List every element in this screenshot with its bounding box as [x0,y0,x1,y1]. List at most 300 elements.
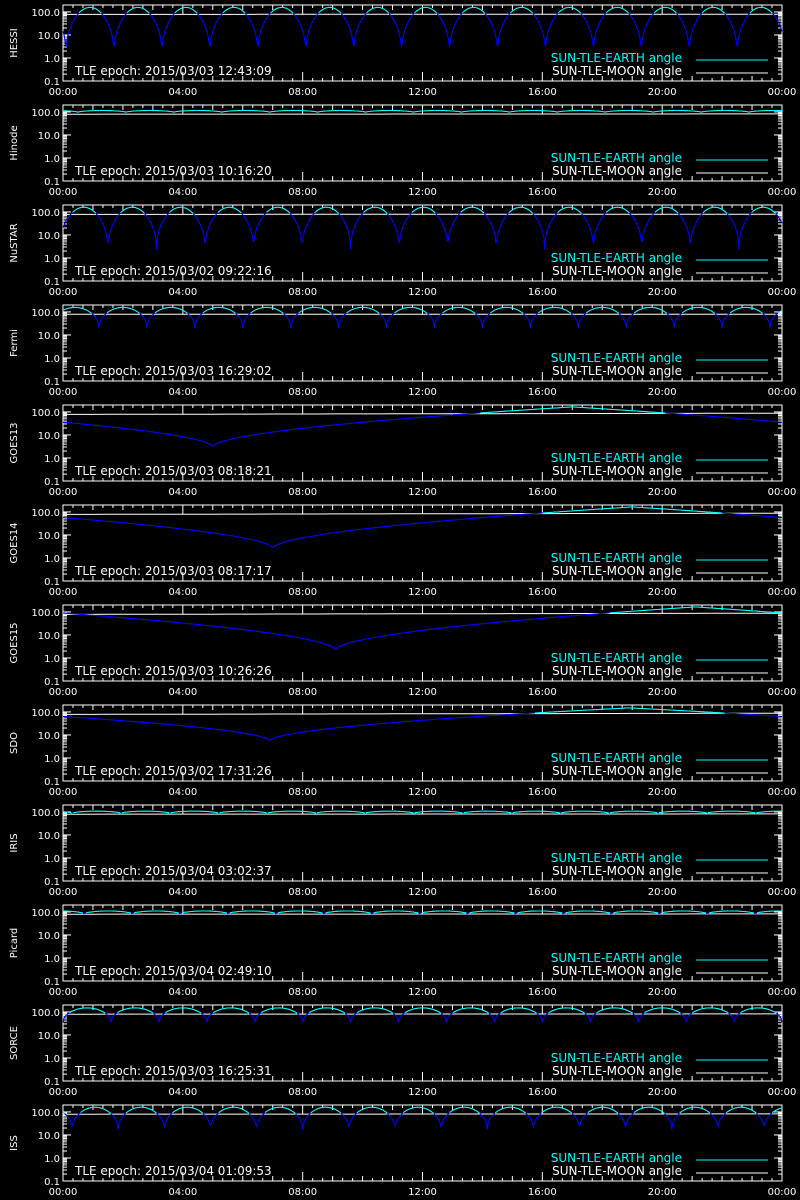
series-sun-earth-dip [284,313,299,328]
series-sun-earth-line [309,1008,345,1013]
series-sun-earth-dip [227,913,230,914]
x-tick-label: 20:00 [647,387,677,398]
series-sun-earth-dip [241,212,267,241]
y-axis-label: GOES14 [9,522,20,564]
y-tick-label: 0.1 [44,1077,60,1088]
legend-earth-label: SUN-TLE-EARTH angle [550,151,682,165]
series-sun-earth-line [490,307,523,313]
y-tick-label: 0.1 [44,577,60,588]
panel-iris [0,800,800,900]
x-tick-label: 12:00 [408,187,437,198]
y-tick-label: 10.0 [37,730,60,742]
y-tick-label: 1.0 [44,53,60,65]
legend-moon-label: SUN-TLE-MOON angle [552,364,682,378]
chart-hessi [0,0,800,100]
panel-goes14 [0,500,800,600]
y-tick-label: 100.0 [31,507,60,519]
series-sun-earth-dip [715,313,730,328]
series-sun-earth-dip [434,1113,450,1127]
chart-sorce [0,1000,800,1100]
series-sun-earth-line [317,811,365,813]
x-tick-label: 00:00 [767,1087,797,1098]
x-tick-label: 04:00 [168,687,198,698]
y-tick-label: 100.0 [31,107,60,119]
legend-moon-label: SUN-TLE-MOON angle [552,764,682,778]
series-sun-earth-line [86,911,131,913]
series-sun-earth-dip [772,13,782,31]
series-sun-earth-line [610,811,657,813]
series-sun-earth-dip [629,212,655,241]
x-tick-label: 00:00 [767,387,797,398]
x-tick-label: 08:00 [288,287,318,298]
series-sun-earth-dip [514,913,517,914]
x-tick-label: 20:00 [647,1087,677,1098]
series-sun-earth-line [122,811,169,813]
series-sun-earth-dip [484,213,509,244]
series-sun-earth-line [69,1008,105,1013]
series-sun-earth-dip [290,213,315,244]
series-sun-earth-dip [197,13,223,47]
series-sun-earth-dip [665,1113,680,1130]
series-sun-earth-line [223,7,245,13]
series-sun-earth-dip [533,213,558,250]
y-tick-label: 0.1 [44,677,60,688]
series-sun-earth-dip [379,313,394,328]
series-sun-earth-dip [245,13,271,47]
y-axis-label: HESSI [9,28,20,58]
legend-earth-label: SUN-TLE-EARTH angle [550,951,682,965]
y-axis-label: IRIS [9,833,20,853]
x-tick-label: 00:00 [767,987,797,998]
x-tick-label: 16:00 [527,87,557,98]
x-tick-label: 12:00 [408,387,437,398]
series-sun-earth-dip [571,313,586,328]
chart-hinode [0,100,800,200]
series-sun-earth-dip [427,313,442,328]
series-sun-earth-line [218,207,241,213]
y-axis-label: SORCE [9,1026,20,1060]
x-tick-label: 00:00 [48,587,78,598]
y-tick-label: 100.0 [31,207,60,219]
series-sun-earth-dip [582,212,607,243]
series-sun-earth-line [374,911,419,913]
series-sun-earth-dip [629,13,655,47]
y-axis-label: Fermi [9,329,20,357]
series-sun-earth-line [311,1107,341,1113]
series-sun-earth-line [443,307,476,313]
series-sun-earth-line [702,7,724,13]
series-sun-earth-dip [83,913,86,914]
tle-epoch-text: TLE epoch: 2015/03/02 17:31:26 [75,764,272,778]
series-sun-earth-line [549,1008,585,1013]
y-tick-label: 0.1 [44,877,60,888]
panel-goes15 [0,600,800,700]
y-tick-label: 10.0 [37,1130,60,1142]
series-sun-earth-dip [419,913,422,914]
series-sun-earth-dip [63,13,79,47]
series-sun-earth-dip [111,1113,126,1130]
series-sun-earth-line [175,7,197,13]
chart-goes14 [0,500,800,600]
y-tick-label: 1.0 [44,753,60,765]
x-tick-label: 04:00 [168,1187,198,1198]
x-tick-label: 00:00 [767,287,797,298]
series-sun-earth-line [741,1008,777,1013]
series-sun-earth-line [470,911,515,913]
series-sun-earth-line [203,307,236,313]
x-tick-label: 12:00 [408,787,437,798]
x-tick-label: 00:00 [767,887,797,898]
series-sun-earth-line [518,911,563,913]
series-sun-earth-line [220,811,267,813]
series-sun-earth-dip [437,13,463,47]
series-sun-earth-line [268,811,316,813]
series-sun-earth-dip [179,913,182,914]
panel-sdo [0,700,800,800]
y-tick-label: 0.1 [44,277,60,288]
y-tick-label: 1.0 [44,1053,60,1065]
series-sun-earth-line [367,7,389,13]
y-tick-label: 10.0 [37,630,60,642]
x-tick-label: 00:00 [767,487,797,498]
x-tick-label: 16:00 [527,587,557,598]
y-tick-label: 0.1 [44,777,60,788]
x-tick-label: 20:00 [647,687,677,698]
x-tick-label: 00:00 [48,787,78,798]
x-tick-label: 20:00 [647,587,677,598]
x-tick-label: 00:00 [48,687,78,698]
series-sun-earth-dip [572,1113,588,1126]
x-tick-label: 04:00 [168,287,198,298]
x-tick-label: 00:00 [48,87,78,98]
series-sun-earth-dip [63,713,535,740]
tle-epoch-text: TLE epoch: 2015/03/03 16:29:02 [75,364,272,378]
x-tick-label: 16:00 [527,1087,557,1098]
x-tick-label: 08:00 [288,587,318,598]
x-tick-label: 00:00 [767,1187,797,1198]
series-sun-earth-line [750,7,772,13]
x-tick-label: 00:00 [767,87,797,98]
series-sun-earth-line [558,7,580,13]
series-sun-earth-line [219,1107,249,1113]
y-tick-label: 1.0 [44,253,60,265]
legend-earth-label: SUN-TLE-EARTH angle [550,851,682,865]
x-tick-label: 08:00 [288,387,318,398]
series-sun-earth-line [73,207,96,213]
legend-earth-label: SUN-TLE-EARTH angle [550,351,682,365]
chart-goes15 [0,600,800,700]
y-axis-label: GOES15 [9,622,20,664]
x-tick-label: 00:00 [767,787,797,798]
chart-fermi [0,300,800,400]
series-sun-earth-line [121,207,145,213]
series-sun-earth-dip [293,13,319,47]
series-sun-earth-line [267,207,290,213]
y-axis-label: GOES13 [9,422,20,464]
y-tick-label: 100.0 [31,1107,60,1119]
y-tick-label: 0.1 [44,177,60,188]
legend-moon-label: SUN-TLE-MOON angle [552,1164,682,1178]
tle-epoch-text: TLE epoch: 2015/03/04 02:49:10 [75,964,272,978]
series-sun-earth-line [730,307,763,313]
series-sun-earth-line [709,911,754,913]
x-tick-label: 20:00 [647,1187,677,1198]
y-tick-label: 1.0 [44,653,60,665]
series-sun-earth-dip [275,913,278,914]
chart-nustar [0,200,800,300]
x-tick-label: 08:00 [288,787,318,798]
x-tick-label: 04:00 [168,87,198,98]
y-tick-label: 100.0 [31,607,60,619]
series-sun-earth-dip [562,913,565,914]
series-sun-earth-line [654,7,676,13]
series-sun-earth-dip [387,1113,403,1126]
x-tick-label: 12:00 [408,887,437,898]
series-sun-earth-line [450,1107,480,1114]
x-tick-label: 20:00 [647,87,677,98]
legend-earth-label: SUN-TLE-EARTH angle [550,51,682,65]
series-sun-earth-line [461,207,484,213]
series-sun-earth-line [81,1107,111,1114]
panel-iss [0,1100,800,1200]
y-tick-label: 0.1 [44,977,60,988]
series-sun-earth-dip [435,212,461,241]
y-tick-label: 100.0 [31,707,60,719]
y-tick-label: 1.0 [44,453,60,465]
series-sun-earth-line [513,811,560,813]
series-sun-earth-dip [72,813,74,814]
x-tick-label: 16:00 [527,287,557,298]
series-sun-earth-dip [462,813,464,814]
y-tick-label: 100.0 [31,7,60,19]
tle-epoch-text: TLE epoch: 2015/03/03 08:17:17 [75,564,272,578]
series-sun-earth-line [134,911,179,913]
legend-moon-label: SUN-TLE-MOON angle [552,964,682,978]
y-tick-label: 0.1 [44,377,60,388]
series-sun-earth-line [659,811,707,813]
x-tick-label: 12:00 [408,287,437,298]
x-tick-label: 00:00 [48,287,78,298]
series-sun-earth-line [655,207,678,213]
series-sun-earth-line [63,307,92,313]
series-sun-earth-line [613,911,658,913]
y-tick-label: 100.0 [31,1007,60,1019]
series-sun-earth-line [79,7,101,13]
series-sun-earth-dip [706,913,709,914]
tle-epoch-text: TLE epoch: 2015/03/03 10:26:26 [75,664,272,678]
series-sun-earth-dip [756,813,757,814]
series-sun-earth-dip [678,213,703,244]
series-sun-earth-line [169,207,193,214]
y-tick-label: 100.0 [31,307,60,319]
x-tick-label: 16:00 [527,787,557,798]
x-tick-label: 08:00 [288,487,318,498]
x-tick-label: 12:00 [408,987,437,998]
x-tick-label: 00:00 [48,887,78,898]
x-tick-label: 16:00 [527,687,557,698]
y-tick-label: 10.0 [37,530,60,542]
series-sun-earth-dip [157,1113,173,1127]
y-tick-label: 1.0 [44,1153,60,1165]
tle-epoch-text: TLE epoch: 2015/03/03 08:18:21 [75,464,272,478]
y-tick-label: 10.0 [37,130,60,142]
x-tick-label: 00:00 [48,1087,78,1098]
series-sun-earth-dip [371,913,374,914]
x-tick-label: 20:00 [647,787,677,798]
series-sun-earth-line [708,811,756,813]
x-tick-label: 16:00 [527,387,557,398]
series-sun-earth-dip [710,1113,726,1127]
series-sun-earth-line [127,7,149,13]
legend-moon-label: SUN-TLE-MOON angle [552,864,682,878]
x-tick-label: 16:00 [527,187,557,198]
series-sun-earth-line [213,1008,249,1013]
series-sun-earth-dip [193,212,218,243]
series-sun-earth-line [703,207,727,213]
series-sun-earth-dip [610,913,613,914]
tle-epoch-text: TLE epoch: 2015/03/04 01:09:53 [75,1164,272,1178]
series-sun-earth-line [271,7,293,13]
x-tick-label: 20:00 [647,287,677,298]
x-tick-label: 04:00 [168,187,198,198]
x-tick-label: 04:00 [168,587,198,598]
series-sun-earth-line [501,1008,537,1013]
series-sun-earth-dip [145,213,170,250]
x-tick-label: 16:00 [527,887,557,898]
series-sun-earth-line [606,207,629,213]
x-tick-label: 12:00 [408,587,437,598]
x-tick-label: 04:00 [168,787,198,798]
series-sun-earth-line [126,1107,156,1113]
x-tick-label: 00:00 [48,187,78,198]
series-sun-earth-line [693,1008,729,1013]
x-tick-label: 04:00 [168,1087,198,1098]
x-tick-label: 00:00 [767,587,797,598]
series-sun-earth-line [634,1107,664,1114]
series-sun-earth-line [609,607,782,613]
x-tick-label: 00:00 [48,987,78,998]
y-tick-label: 10.0 [37,430,60,442]
series-sun-earth-line [230,911,275,913]
y-tick-label: 10.0 [37,30,60,42]
x-tick-label: 20:00 [647,887,677,898]
x-tick-label: 00:00 [48,487,78,498]
y-tick-label: 0.1 [44,1177,60,1188]
y-tick-label: 10.0 [37,1030,60,1042]
series-sun-earth-dip [754,913,757,914]
series-sun-earth-dip [341,13,367,47]
series-sun-earth-dip [131,913,134,914]
series-sun-earth-line [661,911,706,913]
series-sun-earth-line [261,1008,297,1013]
series-sun-earth-line [538,307,571,313]
series-sun-earth-dip [727,213,752,250]
series-sun-earth-dip [756,1113,772,1126]
series-sun-earth-line [752,207,776,214]
series-sun-earth-dip [677,13,703,47]
series-sun-earth-line [422,911,467,913]
series-sun-earth-line [366,811,414,813]
series-sun-earth-line [73,811,120,813]
panel-hinode [0,100,800,200]
series-sun-earth-line [172,1107,202,1113]
series-sun-earth-line [682,307,715,313]
series-sun-earth-dip [725,13,751,47]
series-sun-earth-line [464,811,511,813]
legend-moon-label: SUN-TLE-MOON angle [552,464,682,478]
tle-epoch-text: TLE epoch: 2015/03/03 12:43:09 [75,64,272,78]
chart-sdo [0,700,800,800]
series-sun-earth-line [403,1107,433,1113]
y-axis-label: SDO [9,732,20,754]
y-tick-label: 10.0 [37,930,60,942]
x-tick-label: 00:00 [48,387,78,398]
panel-nustar [0,200,800,300]
y-tick-label: 10.0 [37,330,60,342]
series-sun-earth-dip [526,1113,542,1127]
series-sun-moon-line [63,513,782,514]
legend-moon-label: SUN-TLE-MOON angle [552,1064,682,1078]
series-sun-earth-dip [581,13,607,47]
series-sun-moon-line [63,713,782,714]
series-sun-earth-dip [236,313,251,328]
legend-earth-label: SUN-TLE-EARTH angle [550,551,682,565]
series-sun-earth-line [680,1107,710,1113]
x-tick-label: 20:00 [647,987,677,998]
series-sun-earth-line [415,811,463,813]
series-sun-earth-line [562,811,609,813]
x-tick-label: 04:00 [168,887,198,898]
series-sun-earth-dip [523,313,538,328]
series-sun-earth-line [412,207,435,213]
tle-epoch-text: TLE epoch: 2015/03/04 03:02:37 [75,864,272,878]
series-sun-earth-line [299,307,332,313]
y-tick-label: 0.1 [44,77,60,88]
legend-earth-label: SUN-TLE-EARTH angle [550,451,682,465]
series-sun-earth-line [566,911,611,913]
series-sun-earth-dip [665,413,782,422]
x-tick-label: 08:00 [288,887,318,898]
series-sun-earth-dip [619,313,634,328]
legend-earth-label: SUN-TLE-EARTH angle [550,751,682,765]
series-sun-earth-line [182,911,227,913]
panel-picard [0,900,800,1000]
x-tick-label: 12:00 [408,487,437,498]
chart-goes13 [0,400,800,500]
series-sun-earth-line [606,7,628,13]
y-tick-label: 1.0 [44,953,60,965]
series-sun-earth-line [558,207,582,214]
legend-earth-label: SUN-TLE-EARTH angle [550,251,682,265]
series-sun-earth-line [535,708,724,713]
series-sun-earth-dip [101,13,127,47]
y-axis-label: Picard [9,927,20,959]
series-sun-earth-line [588,1107,618,1113]
x-tick-label: 04:00 [168,487,198,498]
tle-epoch-text: TLE epoch: 2015/03/03 16:25:31 [75,1064,272,1078]
series-sun-earth-dip [92,313,107,328]
series-sun-earth-line [363,207,387,214]
series-sun-earth-dip [480,1113,495,1130]
series-sun-earth-dip [149,13,175,47]
series-sun-earth-line [542,1107,572,1113]
series-sun-earth-line [357,1107,387,1113]
series-sun-moon-line [63,613,782,614]
series-sun-earth-dip [339,213,364,250]
chart-picard [0,900,800,1000]
series-sun-earth-line [265,1107,295,1114]
series-sun-earth-dip [658,913,661,914]
